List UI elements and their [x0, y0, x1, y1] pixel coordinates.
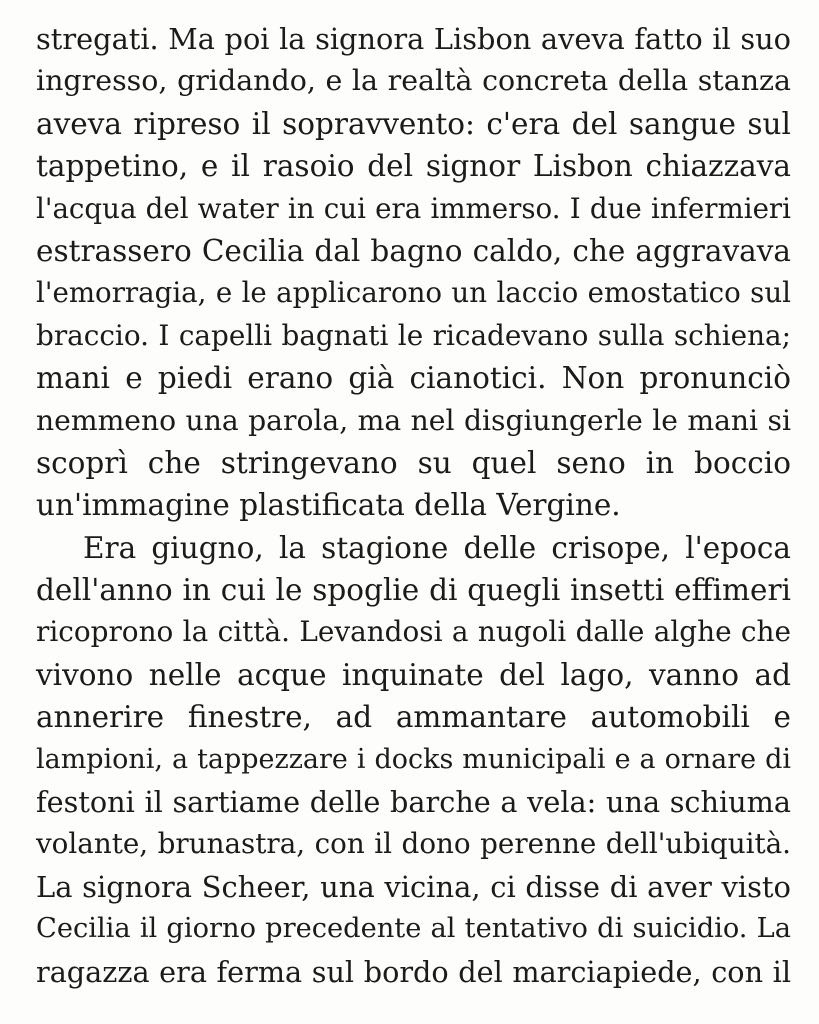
text-line: l'emorragia, e le applicarono un laccio emostatico sul — [36, 276, 791, 310]
text-line: estrassero Cecilia dal bagno caldo, che aggravava — [36, 233, 791, 268]
text-line: annerire finestre, ad ammantare automobili e — [36, 700, 791, 735]
text-line: volante, brunastra, con il dono perenne dell'ubiquità. — [36, 827, 791, 861]
text-line: aveva ripreso il sopravvento: c'era del sangue sul — [36, 106, 791, 141]
text-line: ricoprono la città. Levandosi a nugoli dalle alghe che — [36, 615, 791, 649]
text-line: nemmeno una parola, ma nel disgiungerle le mani si — [36, 403, 791, 437]
text-line: Era giugno, la stagione delle crisope, l'epoca — [83, 530, 791, 565]
text-line: un'immagine plastificata della Vergine. — [36, 488, 621, 523]
paragraph-2 — [36, 527, 791, 993]
book-page — [36, 18, 791, 993]
paragraph-1 — [36, 18, 791, 527]
text-line: l'acqua del water in cui era immerso. I due infermieri — [36, 191, 791, 225]
text-line: scoprì che stringevano su quel seno in boccio — [36, 445, 791, 480]
text-line: vivono nelle acque inquinate del lago, vanno ad — [36, 657, 791, 692]
text-line: mani e piedi erano già cianotici. Non pronunciò — [36, 361, 791, 396]
text-line: braccio. I capelli bagnati le ricadevano sulla schiena; — [36, 318, 791, 352]
text-line: La signora Scheer, una vicina, ci disse di aver visto — [36, 869, 791, 904]
text-line: lampioni, a tappezzare i docks municipali e a ornare di — [36, 743, 791, 775]
text-line: tappetino, e il rasoio del signor Lisbon chiazzava — [36, 149, 791, 184]
text-line: festoni il sartiame delle barche a vela: una schiuma — [36, 785, 791, 820]
text-line: ragazza era ferma sul bordo del marciapiede, con il — [36, 954, 791, 989]
text-line: Cecilia il giorno precedente al tentativo di suicidio. La — [36, 913, 791, 945]
text-line: stregati. Ma poi la signora Lisbon aveva fatto il suo — [36, 22, 791, 56]
text-line: ingresso, gridando, e la realtà concreta della stanza — [36, 64, 791, 98]
text-line: dell'anno in cui le spoglie di quegli insetti effimeri — [36, 573, 791, 608]
